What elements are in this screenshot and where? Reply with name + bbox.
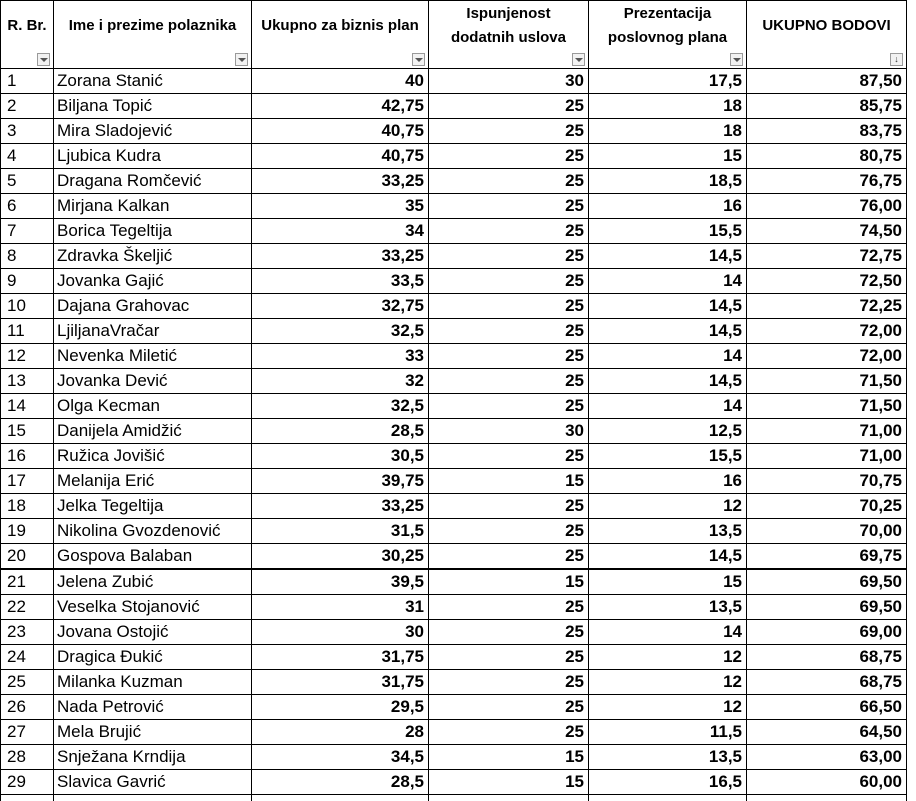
table-body <box>1 69 907 801</box>
cell-prezentacija[interactable]: 14,5 <box>589 244 747 269</box>
cell-prezentacija[interactable]: 12,5 <box>589 419 747 444</box>
table-row[interactable] <box>1 194 907 219</box>
table-row[interactable] <box>1 620 907 645</box>
cell-plan[interactable]: 30 <box>252 620 429 645</box>
table-row[interactable] <box>1 544 907 570</box>
table-row[interactable] <box>1 770 907 795</box>
table-row[interactable] <box>1 119 907 144</box>
cell-plan[interactable]: 33,5 <box>252 269 429 294</box>
cell-uslovi[interactable]: 15 <box>429 469 589 494</box>
table-row[interactable] <box>1 169 907 194</box>
cell-prezentacija[interactable]: 12 <box>589 670 747 695</box>
cell-ukupno[interactable]: 80,75 <box>747 144 907 169</box>
cell-name[interactable]: Zorana Stanić <box>54 69 252 94</box>
cell-ukupno[interactable]: 72,00 <box>747 319 907 344</box>
cell-ukupno[interactable]: 69,50 <box>747 595 907 620</box>
cell-ukupno[interactable]: 74,50 <box>747 219 907 244</box>
cell-name[interactable]: Milanka Kuzman <box>54 670 252 695</box>
table-row[interactable] <box>1 344 907 369</box>
cell-rb[interactable]: 2 <box>1 94 54 119</box>
cell-prezentacija[interactable]: 14,5 <box>589 544 747 570</box>
cell-prezentacija[interactable]: 14 <box>589 394 747 419</box>
cell-rb[interactable]: 26 <box>1 695 54 720</box>
table-row[interactable] <box>1 94 907 119</box>
cell-rb[interactable]: 21 <box>1 569 54 595</box>
header-plan-label: Ukupno za biznis plan <box>261 14 419 37</box>
cell-plan[interactable]: 34 <box>252 219 429 244</box>
cell-name[interactable]: Olga Kecman <box>54 394 252 419</box>
cell-prezentacija[interactable]: 11,5 <box>589 720 747 745</box>
cell-plan[interactable]: 28 <box>252 720 429 745</box>
cell-uslovi[interactable]: 25 <box>429 720 589 745</box>
cell-rb[interactable]: 4 <box>1 144 54 169</box>
cell-rb[interactable]: 15 <box>1 419 54 444</box>
cell-prezentacija[interactable]: 12 <box>589 695 747 720</box>
cell-name[interactable]: Ružica Jovišić <box>54 444 252 469</box>
cell-name[interactable]: Borica Tegeltija <box>54 219 252 244</box>
cell-ukupno[interactable]: 70,00 <box>747 519 907 544</box>
cell-rb[interactable]: 9 <box>1 269 54 294</box>
cell-rb[interactable]: 17 <box>1 469 54 494</box>
table-row[interactable] <box>1 369 907 394</box>
header-ukupno <box>747 1 907 69</box>
cell-uslovi[interactable]: 25 <box>429 670 589 695</box>
cell-uslovi[interactable]: 25 <box>429 519 589 544</box>
cell-ukupno[interactable]: 64,50 <box>747 720 907 745</box>
header-rb-label: R. Br. <box>7 14 46 37</box>
cell-rb[interactable]: 24 <box>1 645 54 670</box>
cell-uslovi[interactable]: 25 <box>429 595 589 620</box>
cell-uslovi[interactable]: 25 <box>429 119 589 144</box>
cell-rb[interactable]: 7 <box>1 219 54 244</box>
cell-ukupno[interactable]: 69,50 <box>747 569 907 595</box>
empty-cell[interactable] <box>589 795 747 801</box>
table-row[interactable] <box>1 294 907 319</box>
cell-ukupno[interactable]: 68,75 <box>747 670 907 695</box>
table-row[interactable] <box>1 144 907 169</box>
cell-prezentacija[interactable]: 15,5 <box>589 219 747 244</box>
cell-prezentacija[interactable]: 16 <box>589 469 747 494</box>
empty-cell[interactable] <box>747 795 907 801</box>
cell-name[interactable]: Biljana Topić <box>54 94 252 119</box>
chevron-down-icon <box>415 58 423 62</box>
cell-plan[interactable]: 28,5 <box>252 419 429 444</box>
cell-uslovi[interactable]: 25 <box>429 194 589 219</box>
cell-uslovi[interactable]: 25 <box>429 494 589 519</box>
cell-name[interactable]: Nevenka Miletić <box>54 344 252 369</box>
cell-rb[interactable]: 3 <box>1 119 54 144</box>
cell-uslovi[interactable]: 25 <box>429 544 589 570</box>
header-uslovi <box>429 1 589 69</box>
cell-ukupno[interactable]: 72,75 <box>747 244 907 269</box>
cell-ukupno[interactable]: 83,75 <box>747 119 907 144</box>
cell-name[interactable]: Ljubica Kudra <box>54 144 252 169</box>
empty-cell[interactable] <box>54 795 252 801</box>
header-name <box>54 1 252 69</box>
cell-prezentacija[interactable]: 14,5 <box>589 319 747 344</box>
cell-plan[interactable]: 31,5 <box>252 519 429 544</box>
chevron-down-icon <box>40 58 48 62</box>
cell-ukupno[interactable]: 69,75 <box>747 544 907 570</box>
cell-uslovi[interactable]: 25 <box>429 269 589 294</box>
cell-rb[interactable]: 18 <box>1 494 54 519</box>
cell-ukupno[interactable]: 71,50 <box>747 369 907 394</box>
cell-uslovi[interactable]: 25 <box>429 444 589 469</box>
cell-uslovi[interactable]: 25 <box>429 645 589 670</box>
cell-plan[interactable]: 32,5 <box>252 394 429 419</box>
cell-name[interactable]: Slavica Gavrić <box>54 770 252 795</box>
cell-rb[interactable]: 5 <box>1 169 54 194</box>
table-row[interactable] <box>1 569 907 595</box>
cell-name[interactable]: Dajana Grahovac <box>54 294 252 319</box>
table-row[interactable] <box>1 269 907 294</box>
cell-plan[interactable]: 31,75 <box>252 645 429 670</box>
cell-uslovi[interactable]: 25 <box>429 169 589 194</box>
header-rb <box>1 1 54 69</box>
empty-cell[interactable] <box>1 795 54 801</box>
cell-plan[interactable]: 33,25 <box>252 244 429 269</box>
cell-ukupno[interactable]: 76,00 <box>747 194 907 219</box>
cell-plan[interactable]: 40,75 <box>252 144 429 169</box>
cell-ukupno[interactable]: 72,00 <box>747 344 907 369</box>
table-row[interactable] <box>1 444 907 469</box>
cell-plan[interactable]: 40 <box>252 69 429 94</box>
cell-plan[interactable]: 32 <box>252 369 429 394</box>
cell-uslovi[interactable]: 25 <box>429 620 589 645</box>
cell-rb[interactable]: 8 <box>1 244 54 269</box>
cell-ukupno[interactable]: 76,75 <box>747 169 907 194</box>
cell-name[interactable]: Snježana Krndija <box>54 745 252 770</box>
cell-prezentacija[interactable]: 18,5 <box>589 169 747 194</box>
cell-rb[interactable]: 20 <box>1 544 54 570</box>
cell-uslovi[interactable]: 25 <box>429 695 589 720</box>
cell-uslovi[interactable]: 30 <box>429 419 589 444</box>
cell-prezentacija[interactable]: 14 <box>589 269 747 294</box>
cell-plan[interactable]: 39,75 <box>252 469 429 494</box>
cell-name[interactable]: Melanija Erić <box>54 469 252 494</box>
cell-plan[interactable]: 33 <box>252 344 429 369</box>
cell-uslovi[interactable]: 25 <box>429 244 589 269</box>
cell-plan[interactable]: 28,5 <box>252 770 429 795</box>
cell-prezentacija[interactable]: 12 <box>589 494 747 519</box>
header-uslovi-label: Ispunjenost dodatnih uslova <box>451 2 566 49</box>
cell-plan[interactable]: 31,75 <box>252 670 429 695</box>
cell-plan[interactable]: 33,25 <box>252 169 429 194</box>
cell-name[interactable]: Nikolina Gvozdenović <box>54 519 252 544</box>
cell-ukupno[interactable]: 70,25 <box>747 494 907 519</box>
sort-filter-dropdown-ukupno[interactable] <box>890 53 903 66</box>
cell-ukupno[interactable]: 87,50 <box>747 69 907 94</box>
cell-ukupno[interactable]: 71,00 <box>747 419 907 444</box>
cell-prezentacija[interactable]: 16 <box>589 194 747 219</box>
cell-rb[interactable]: 6 <box>1 194 54 219</box>
table-row[interactable] <box>1 519 907 544</box>
cell-rb[interactable]: 23 <box>1 620 54 645</box>
cell-plan[interactable]: 31 <box>252 595 429 620</box>
cell-prezentacija[interactable]: 12 <box>589 645 747 670</box>
cell-rb[interactable]: 25 <box>1 670 54 695</box>
table-row[interactable] <box>1 695 907 720</box>
cell-plan[interactable]: 32,75 <box>252 294 429 319</box>
cell-ukupno[interactable]: 85,75 <box>747 94 907 119</box>
filter-dropdown-prezentacija[interactable] <box>730 53 743 66</box>
cell-ukupno[interactable]: 69,00 <box>747 620 907 645</box>
cell-rb[interactable]: 28 <box>1 745 54 770</box>
cell-name[interactable]: Jelka Tegeltija <box>54 494 252 519</box>
cell-prezentacija[interactable]: 18 <box>589 94 747 119</box>
header-row <box>1 1 907 69</box>
cell-ukupno[interactable]: 72,25 <box>747 294 907 319</box>
cell-plan[interactable]: 40,75 <box>252 119 429 144</box>
cell-name[interactable]: Jovana Ostojić <box>54 620 252 645</box>
empty-cell[interactable] <box>429 795 589 801</box>
cell-name[interactable]: Dragana Romčević <box>54 169 252 194</box>
cell-uslovi[interactable]: 25 <box>429 369 589 394</box>
cell-plan[interactable]: 30,5 <box>252 444 429 469</box>
cell-rb[interactable]: 16 <box>1 444 54 469</box>
table-row[interactable] <box>1 494 907 519</box>
filter-dropdown-rb[interactable] <box>37 53 50 66</box>
cell-ukupno[interactable]: 66,50 <box>747 695 907 720</box>
cell-uslovi[interactable]: 15 <box>429 745 589 770</box>
cell-plan[interactable]: 42,75 <box>252 94 429 119</box>
cell-name[interactable]: Nada Petrović <box>54 695 252 720</box>
empty-cell[interactable] <box>252 795 429 801</box>
table-row[interactable] <box>1 720 907 745</box>
cell-uslovi[interactable]: 25 <box>429 144 589 169</box>
table-row[interactable] <box>1 645 907 670</box>
cell-prezentacija[interactable]: 17,5 <box>589 69 747 94</box>
cell-ukupno[interactable]: 68,75 <box>747 645 907 670</box>
cell-uslovi[interactable]: 15 <box>429 770 589 795</box>
table-row[interactable] <box>1 670 907 695</box>
cell-rb[interactable]: 13 <box>1 369 54 394</box>
table-row[interactable] <box>1 244 907 269</box>
cell-plan[interactable]: 29,5 <box>252 695 429 720</box>
cell-ukupno[interactable]: 71,50 <box>747 394 907 419</box>
cell-prezentacija[interactable]: 14 <box>589 344 747 369</box>
table-row[interactable] <box>1 394 907 419</box>
sort-descending-icon: ↓ <box>894 55 899 64</box>
cell-prezentacija[interactable]: 13,5 <box>589 745 747 770</box>
cell-name[interactable]: Jelena Zubić <box>54 569 252 595</box>
cell-plan[interactable]: 34,5 <box>252 745 429 770</box>
cell-ukupno[interactable]: 71,00 <box>747 444 907 469</box>
header-prezentacija <box>589 1 747 69</box>
cell-prezentacija[interactable]: 18 <box>589 119 747 144</box>
cell-rb[interactable]: 14 <box>1 394 54 419</box>
cell-uslovi[interactable]: 30 <box>429 69 589 94</box>
cell-name[interactable]: LjiljanaVračar <box>54 319 252 344</box>
cell-rb[interactable]: 1 <box>1 69 54 94</box>
cell-plan[interactable]: 33,25 <box>252 494 429 519</box>
chevron-down-icon <box>238 58 246 62</box>
chevron-down-icon <box>733 58 741 62</box>
cell-name[interactable]: Dragica Đukić <box>54 645 252 670</box>
cell-name[interactable]: Jovanka Dević <box>54 369 252 394</box>
cell-prezentacija[interactable]: 15 <box>589 569 747 595</box>
cell-rb[interactable]: 27 <box>1 720 54 745</box>
cell-rb[interactable]: 22 <box>1 595 54 620</box>
cell-plan[interactable]: 30,25 <box>252 544 429 570</box>
empty-row[interactable] <box>1 795 907 801</box>
cell-ukupno[interactable]: 60,00 <box>747 770 907 795</box>
cell-uslovi[interactable]: 25 <box>429 294 589 319</box>
table-row[interactable] <box>1 319 907 344</box>
cell-prezentacija[interactable]: 13,5 <box>589 595 747 620</box>
cell-prezentacija[interactable]: 14,5 <box>589 294 747 319</box>
cell-name[interactable]: Veselka Stojanović <box>54 595 252 620</box>
cell-rb[interactable]: 29 <box>1 770 54 795</box>
cell-name[interactable]: Zdravka Škeljić <box>54 244 252 269</box>
cell-prezentacija[interactable]: 14,5 <box>589 369 747 394</box>
table-row[interactable] <box>1 219 907 244</box>
table-row[interactable] <box>1 595 907 620</box>
cell-uslovi[interactable]: 25 <box>429 344 589 369</box>
table-row[interactable] <box>1 469 907 494</box>
cell-rb[interactable]: 19 <box>1 519 54 544</box>
cell-rb[interactable]: 10 <box>1 294 54 319</box>
cell-rb[interactable]: 12 <box>1 344 54 369</box>
cell-name[interactable]: Danijela Amidžić <box>54 419 252 444</box>
table-row[interactable] <box>1 419 907 444</box>
filter-dropdown-plan[interactable] <box>412 53 425 66</box>
cell-name[interactable]: Mela Brujić <box>54 720 252 745</box>
cell-name[interactable]: Mira Sladojević <box>54 119 252 144</box>
cell-ukupno[interactable]: 72,50 <box>747 269 907 294</box>
header-plan <box>252 1 429 69</box>
cell-prezentacija[interactable]: 14 <box>589 620 747 645</box>
cell-ukupno[interactable]: 63,00 <box>747 745 907 770</box>
cell-uslovi[interactable]: 25 <box>429 394 589 419</box>
filter-dropdown-uslovi[interactable] <box>572 53 585 66</box>
cell-name[interactable]: Jovanka Gajić <box>54 269 252 294</box>
table-row[interactable] <box>1 745 907 770</box>
chevron-down-icon <box>575 58 583 62</box>
cell-uslovi[interactable]: 25 <box>429 219 589 244</box>
cell-prezentacija[interactable]: 16,5 <box>589 770 747 795</box>
header-name-label: Ime i prezime polaznika <box>69 14 237 37</box>
cell-plan[interactable]: 35 <box>252 194 429 219</box>
cell-uslovi[interactable]: 25 <box>429 319 589 344</box>
cell-plan[interactable]: 32,5 <box>252 319 429 344</box>
cell-ukupno[interactable]: 70,75 <box>747 469 907 494</box>
cell-prezentacija[interactable]: 13,5 <box>589 519 747 544</box>
cell-plan[interactable]: 39,5 <box>252 569 429 595</box>
cell-rb[interactable]: 11 <box>1 319 54 344</box>
cell-name[interactable]: Mirjana Kalkan <box>54 194 252 219</box>
cell-prezentacija[interactable]: 15 <box>589 144 747 169</box>
cell-uslovi[interactable]: 25 <box>429 94 589 119</box>
header-prezentacija-label: Prezentacija poslovnog plana <box>608 2 727 49</box>
cell-uslovi[interactable]: 15 <box>429 569 589 595</box>
filter-dropdown-name[interactable] <box>235 53 248 66</box>
table-row[interactable] <box>1 69 907 94</box>
header-ukupno-label: UKUPNO BODOVI <box>762 14 890 37</box>
cell-prezentacija[interactable]: 15,5 <box>589 444 747 469</box>
cell-name[interactable]: Gospova Balaban <box>54 544 252 570</box>
